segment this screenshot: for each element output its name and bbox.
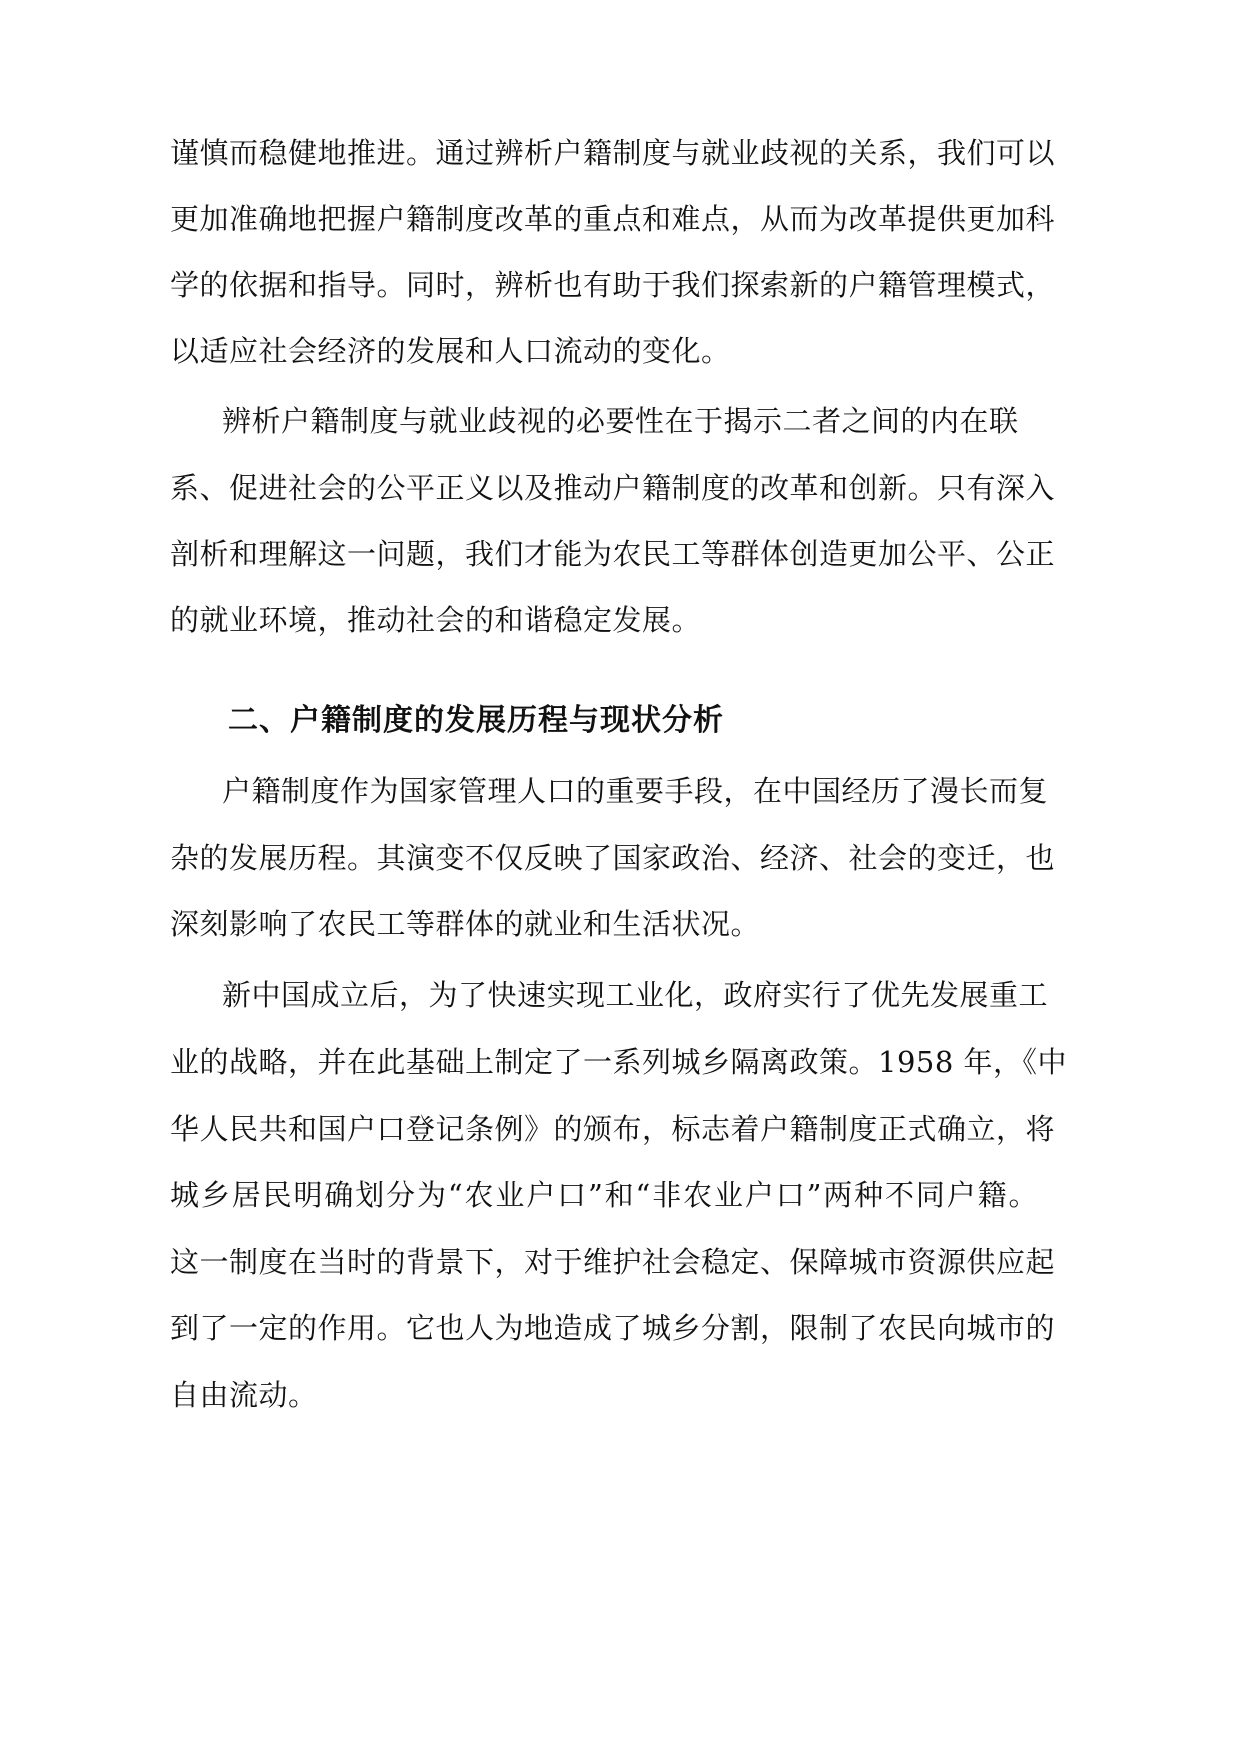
text-line: 到了一定的作用。它也人为地造成了城乡分割，限制了农民向城市的: [170, 1311, 1056, 1345]
text-line: 谨慎而稳健地推进。通过辨析户籍制度与就业歧视的关系，我们可以: [170, 136, 1056, 170]
text-line: 系、促进社会的公平正义以及推动户籍制度的改革和创新。只有深入: [170, 471, 1056, 505]
section-heading-text: 二、户籍制度的发展历程与现状分析: [228, 703, 724, 738]
section-paragraph-2-line-3: [0, 1109, 1241, 1149]
text-line: 华人民共和国户口登记条例》的颁布，标志着户籍制度正式确立，将: [170, 1112, 1056, 1146]
text-line: 自由流动。: [170, 1378, 318, 1412]
paragraph-2-line-3: [0, 534, 1241, 574]
section-paragraph-2-line-2: [0, 1042, 1241, 1082]
section-paragraph-1-line-2: [0, 838, 1241, 878]
section-heading: [0, 701, 1241, 741]
section-paragraph-1-line-3: [0, 904, 1241, 944]
paragraph-1-line-4: [0, 331, 1241, 371]
text-line: 更加准确地把握户籍制度改革的重点和难点，从而为改革提供更加科: [170, 202, 1056, 236]
section-paragraph-2-line-4: [0, 1175, 1241, 1215]
text-line: 这一制度在当时的背景下，对于维护社会稳定、保障城市资源供应起: [170, 1245, 1056, 1279]
text-line: 的就业环境，推动社会的和谐稳定发展。: [170, 603, 702, 637]
text-line: 户籍制度作为国家管理人口的重要手段，在中国经历了漫长而复: [222, 774, 1049, 808]
text-line: 城乡居民明确划分为“农业户口”和“非农业户口”两种不同户籍。: [170, 1178, 1038, 1212]
text-line: 学的依据和指导。同时，辨析也有助于我们探索新的户籍管理模式，: [170, 268, 1056, 302]
paragraph-1-line-1: [0, 133, 1241, 173]
section-paragraph-2-line-1: [0, 975, 1241, 1015]
section-paragraph-2-line-7: [0, 1375, 1241, 1415]
section-paragraph-2-line-5: [0, 1242, 1241, 1282]
text-line: 以适应社会经济的发展和人口流动的变化。: [170, 334, 731, 368]
text-line: 杂的发展历程。其演变不仅反映了国家政治、经济、社会的变迁，也: [170, 841, 1056, 875]
paragraph-2-line-2: [0, 468, 1241, 508]
section-paragraph-2-line-6: [0, 1308, 1241, 1348]
paragraph-1-line-3: [0, 265, 1241, 305]
paragraph-2-line-4: [0, 600, 1241, 640]
section-paragraph-1-line-1: [0, 771, 1241, 811]
text-line: 辨析户籍制度与就业歧视的必要性在于揭示二者之间的内在联: [222, 404, 1019, 438]
paragraph-1-line-2: [0, 199, 1241, 239]
paragraph-2-line-1: [0, 401, 1241, 441]
text-line: 新中国成立后，为了快速实现工业化，政府实行了优先发展重工: [222, 978, 1049, 1012]
text-line: 剖析和理解这一问题，我们才能为农民工等群体创造更加公平、公正: [170, 537, 1056, 571]
text-line: 业的战略，并在此基础上制定了一系列城乡隔离政策。1958 年，《中: [170, 1045, 1068, 1079]
text-line: 深刻影响了农民工等群体的就业和生活状况。: [170, 907, 761, 941]
